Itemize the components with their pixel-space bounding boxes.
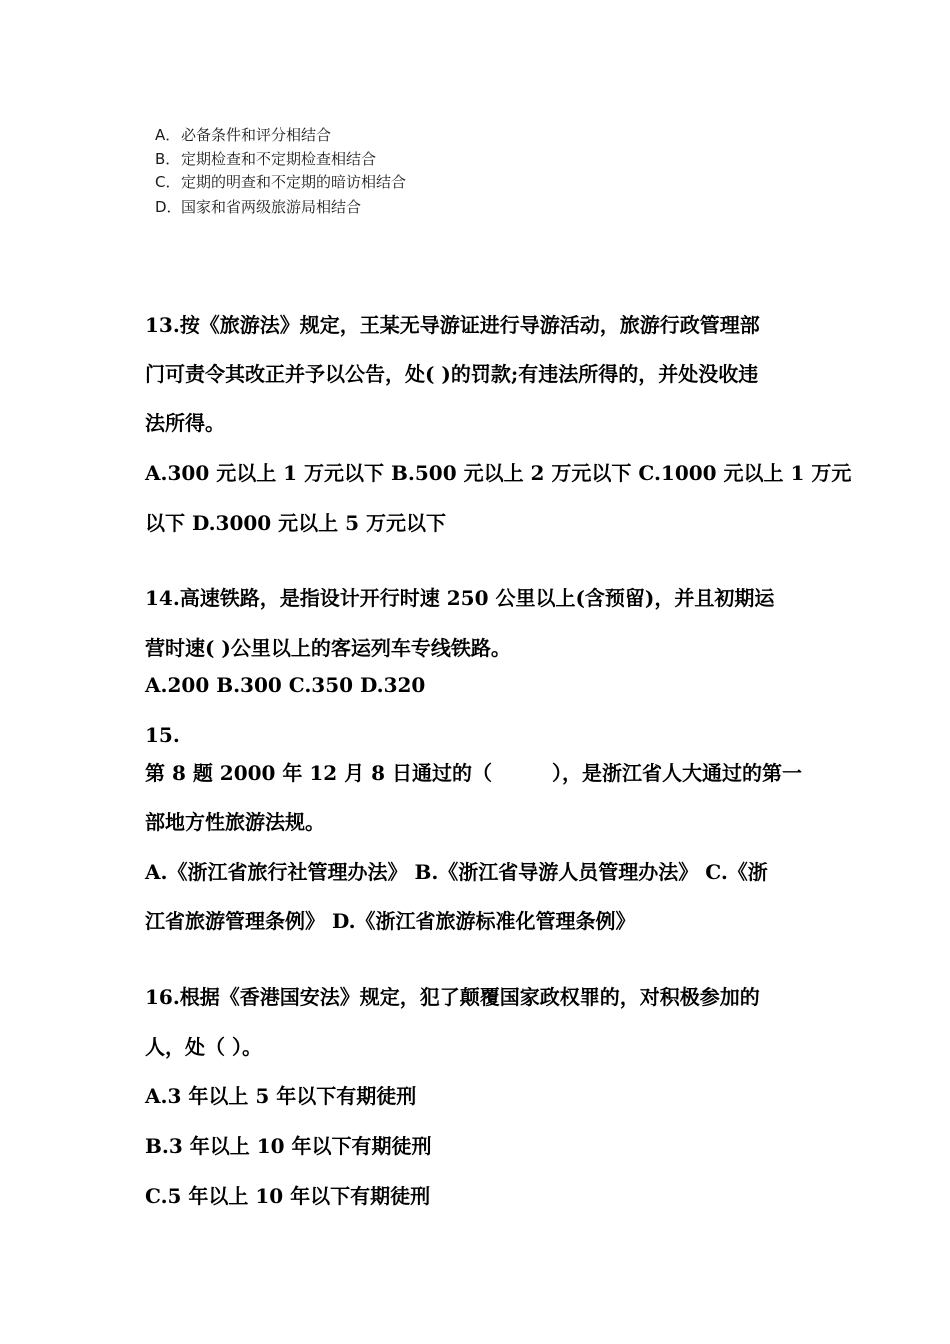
q14-line-1: 14.高速铁路，是指设计开行时速 250 公里以上(含预留)，并且初期运 (145, 586, 775, 610)
q16-option-a: A.3 年以上 5 年以下有期徒刑 (145, 1084, 417, 1108)
q14-options: A.200 B.300 C.350 D.320 (145, 673, 426, 697)
q13-line-1: 13.按《旅游法》规定，王某无导游证进行导游活动，旅游行政管理部 (145, 313, 760, 337)
q14-line-2: 营时速( )公里以上的客运列车专线铁路。 (145, 636, 511, 660)
q16-option-b: B.3 年以上 10 年以下有期徒刑 (145, 1134, 432, 1158)
q13-line-3: 法所得。 (145, 411, 225, 435)
prev-option-c: C．定期的明查和不定期的暗访相结合 (155, 173, 407, 191)
q16-option-c: C.5 年以上 10 年以下有期徒刑 (145, 1184, 431, 1208)
q15-line-1: 第 8 题 2000 年 12 月 8 日通过的（ ），是浙江省人大通过的第一 (145, 761, 803, 785)
q15-line-2: 部地方性旅游法规。 (145, 810, 325, 834)
q15-options-line-1: A.《浙江省旅行社管理办法》 B.《浙江省导游人员管理办法》 C.《浙 (145, 860, 768, 884)
q16-line-2: 人，处（ ）。 (145, 1035, 262, 1059)
q13-options-line-2: 以下 D.3000 元以上 5 万元以下 (145, 511, 447, 535)
q16-line-1: 16.根据《香港国安法》规定，犯了颠覆国家政权罪的，对积极参加的 (145, 985, 760, 1009)
prev-option-a: A．必备条件和评分相结合 (155, 126, 332, 144)
q15-number: 15. (145, 723, 180, 747)
q13-options-line-1: A.300 元以上 1 万元以下 B.500 元以上 2 万元以下 C.1000 元以上 1 万元 (145, 461, 852, 485)
prev-option-d: D．国家和省两级旅游局相结合 (155, 198, 362, 216)
q15-options-line-2: 江省旅游管理条例》 D.《浙江省旅游标准化管理条例》 (145, 909, 636, 933)
q13-line-2: 门可责令其改正并予以公告，处( )的罚款;有违法所得的，并处没收违 (145, 362, 759, 386)
prev-option-b: B．定期检查和不定期检查相结合 (155, 150, 377, 168)
